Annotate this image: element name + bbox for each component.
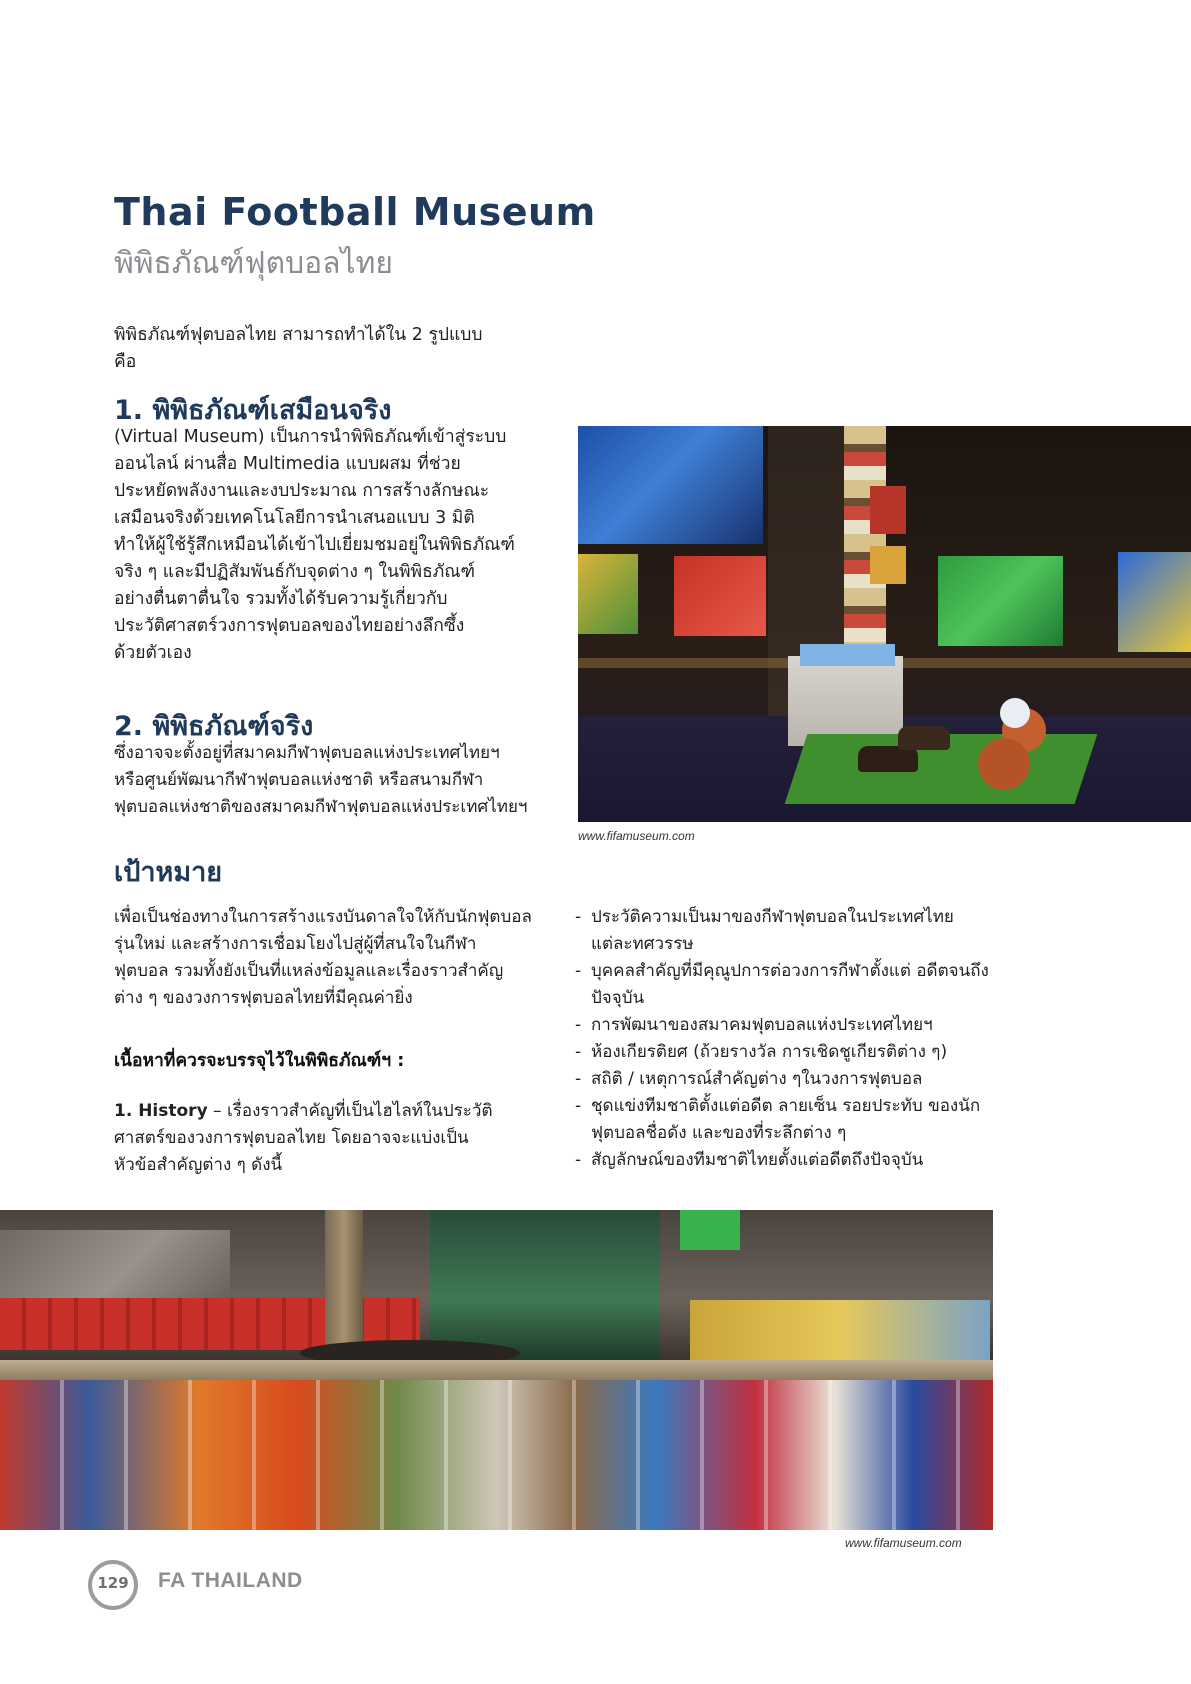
body-line: ฟุตบอล รวมทั้งยังเป็นที่แหล่งข้อมูลและเรื่องราวสำคัญ (114, 961, 504, 981)
body-line: จริง ๆ และมีปฏิสัมพันธ์กับจุดต่าง ๆ ในพิพิธภัณฑ์ (114, 562, 476, 582)
body-line: อย่างตื่นตาตื่นใจ รวมทั้งได้รับความรู้เกี่ยวกับ (114, 589, 448, 609)
list-item: - สัญลักษณ์ของทีมชาติไทยตั้งแต่อดีตถึงปัจจุบัน (575, 1147, 995, 1174)
goal-body (114, 904, 544, 1012)
photo-credit: www.fifamuseum.com (578, 829, 695, 843)
body-line: ฟุตบอลแห่งชาติของสมาคมกีฬาฟุตบอลแห่งประเทศไทยฯ (114, 797, 528, 817)
list-item: - การพัฒนาของสมาคมฟุตบอลแห่งประเทศไทยฯ (575, 1012, 995, 1039)
photo-credit: www.fifamuseum.com (845, 1536, 962, 1550)
body-line: ด้วยตัวเอง (114, 643, 192, 663)
body-line: รุ่นใหม่ และสร้างการเชื่อมโยงไปสู่ผู้ที่สนใจในกีฬา (114, 934, 477, 954)
body-line: หรือศูนย์พัฒนากีฬาฟุตบอลแห่งชาติ หรือสนามกีฬา (114, 770, 484, 790)
page-number: 129 (97, 1574, 129, 1592)
body-line: ประวัติศาสตร์วงการฟุตบอลของไทยอย่างลึกซึ้ง (114, 616, 465, 636)
content-bullet-list (575, 904, 995, 1174)
body-line: ซึ่งอาจจะตั้งอยู่ที่สมาคมกีฬาฟุตบอลแห่งประเทศไทยฯ (114, 743, 500, 763)
list-item: - ห้องเกียรติยศ (ถ้วยรางวัล การเชิดชูเกียรติต่าง ๆ) (575, 1039, 995, 1066)
body-line: หัวข้อสำคัญต่าง ๆ ดังนี้ (114, 1155, 283, 1175)
intro-line: พิพิธภัณฑ์ฟุตบอลไทย สามารถทำได้ใน 2 รูปแบบ (114, 325, 483, 345)
footer-brand: FA THAILAND (158, 1569, 303, 1592)
content-heading: เนื้อหาที่ควรจะบรรจุไว้ในพิพิธภัณฑ์ฯ : (114, 1051, 405, 1071)
body-line: ทำให้ผู้ใช้รู้สึกเหมือนได้เข้าไปเยี่ยมชมอยู่ในพิพิธภัณฑ์ (114, 535, 515, 555)
museum-interior-photo (578, 426, 1191, 822)
section-virtual-museum-body (114, 424, 554, 667)
history-paragraph (114, 1098, 564, 1179)
section-heading-goal: เป้าหมาย (114, 857, 223, 888)
body-line: ศาสตร์ของวงการฟุตบอลไทย โดยอาจจะแบ่งเป็น (114, 1128, 469, 1148)
body-line: (Virtual Museum) เป็นการนำพิพิธภัณฑ์เข้าสู่ระบบ (114, 427, 507, 447)
history-label: 1. History (114, 1101, 208, 1121)
list-item: - สถิติ / เหตุการณ์สำคัญต่าง ๆในวงการฟุตบอล (575, 1066, 995, 1093)
body-line: ออนไลน์ ผ่านสื่อ Multimedia แบบผสม ที่ช่วย (114, 454, 461, 474)
list-item: - ชุดแข่งทีมชาติตั้งแต่อดีต ลายเซ็น รอยประทับ ของนักฟุตบอลชื่อดัง และของที่ระลึกต่าง ๆ (575, 1093, 995, 1147)
page-title: Thai Football Museum (114, 190, 596, 234)
body-line: เสมือนจริงด้วยเทคโนโลยีการนำเสนอแบบ 3 มิติ (114, 508, 475, 528)
body-line: เพื่อเป็นช่องทางในการสร้างแรงบันดาลใจให้กับนักฟุตบอล (114, 907, 532, 927)
intro-line: คือ (114, 352, 137, 372)
museum-panorama-photo (0, 1210, 993, 1530)
section-heading-virtual-museum: 1. พิพิธภัณฑ์เสมือนจริง (114, 395, 392, 426)
history-text: – เรื่องราวสำคัญที่เป็นไฮไลท์ในประวัติ (207, 1101, 493, 1121)
section-real-museum-body (114, 740, 564, 821)
list-item: - ประวัติความเป็นมาของกีฬาฟุตบอลในประเทศไทย แต่ละทศวรรษ (575, 904, 995, 958)
body-line: ต่าง ๆ ของวงการฟุตบอลไทยที่มีคุณค่ายิ่ง (114, 988, 413, 1008)
list-item: - บุคคลสำคัญที่มีคุณูปการต่อวงการกีฬาตั้งแต่ อดีตจนถึงปัจจุบัน (575, 958, 995, 1012)
intro-paragraph (114, 322, 534, 376)
section-heading-real-museum: 2. พิพิธภัณฑ์จริง (114, 711, 314, 742)
body-line: ประหยัดพลังงานและงบประมาณ การสร้างลักษณะ (114, 481, 490, 501)
page-subtitle-thai: พิพิธภัณฑ์ฟุตบอลไทย (114, 246, 393, 281)
